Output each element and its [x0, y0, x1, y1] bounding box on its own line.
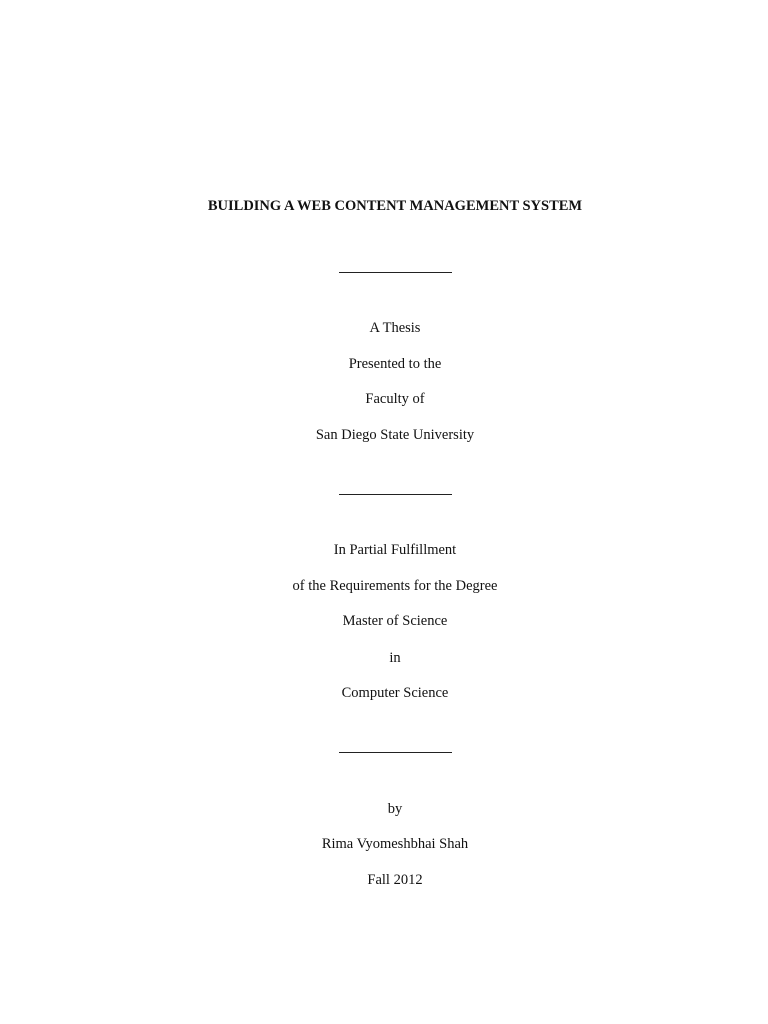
author-name: Rima Vyomeshbhai Shah	[321, 836, 469, 852]
author-by: by	[387, 801, 403, 817]
term-date: Fall 2012	[367, 872, 423, 888]
presentation-line-university: San Diego State University	[315, 427, 475, 443]
separator-rule-3	[339, 752, 452, 753]
presentation-line-presented: Presented to the	[348, 356, 442, 372]
thesis-title: BUILDING A WEB CONTENT MANAGEMENT SYSTEM	[207, 198, 583, 214]
presentation-line-thesis: A Thesis	[369, 320, 421, 336]
separator-rule-2	[339, 494, 452, 495]
separator-rule-1	[339, 272, 452, 273]
degree-in: in	[389, 650, 401, 666]
degree-field: Computer Science	[341, 685, 449, 701]
fulfillment-line-requirements: of the Requirements for the Degree	[292, 578, 498, 594]
presentation-line-faculty: Faculty of	[365, 391, 425, 407]
fulfillment-line-partial: In Partial Fulfillment	[333, 542, 457, 558]
degree-name: Master of Science	[342, 613, 448, 629]
